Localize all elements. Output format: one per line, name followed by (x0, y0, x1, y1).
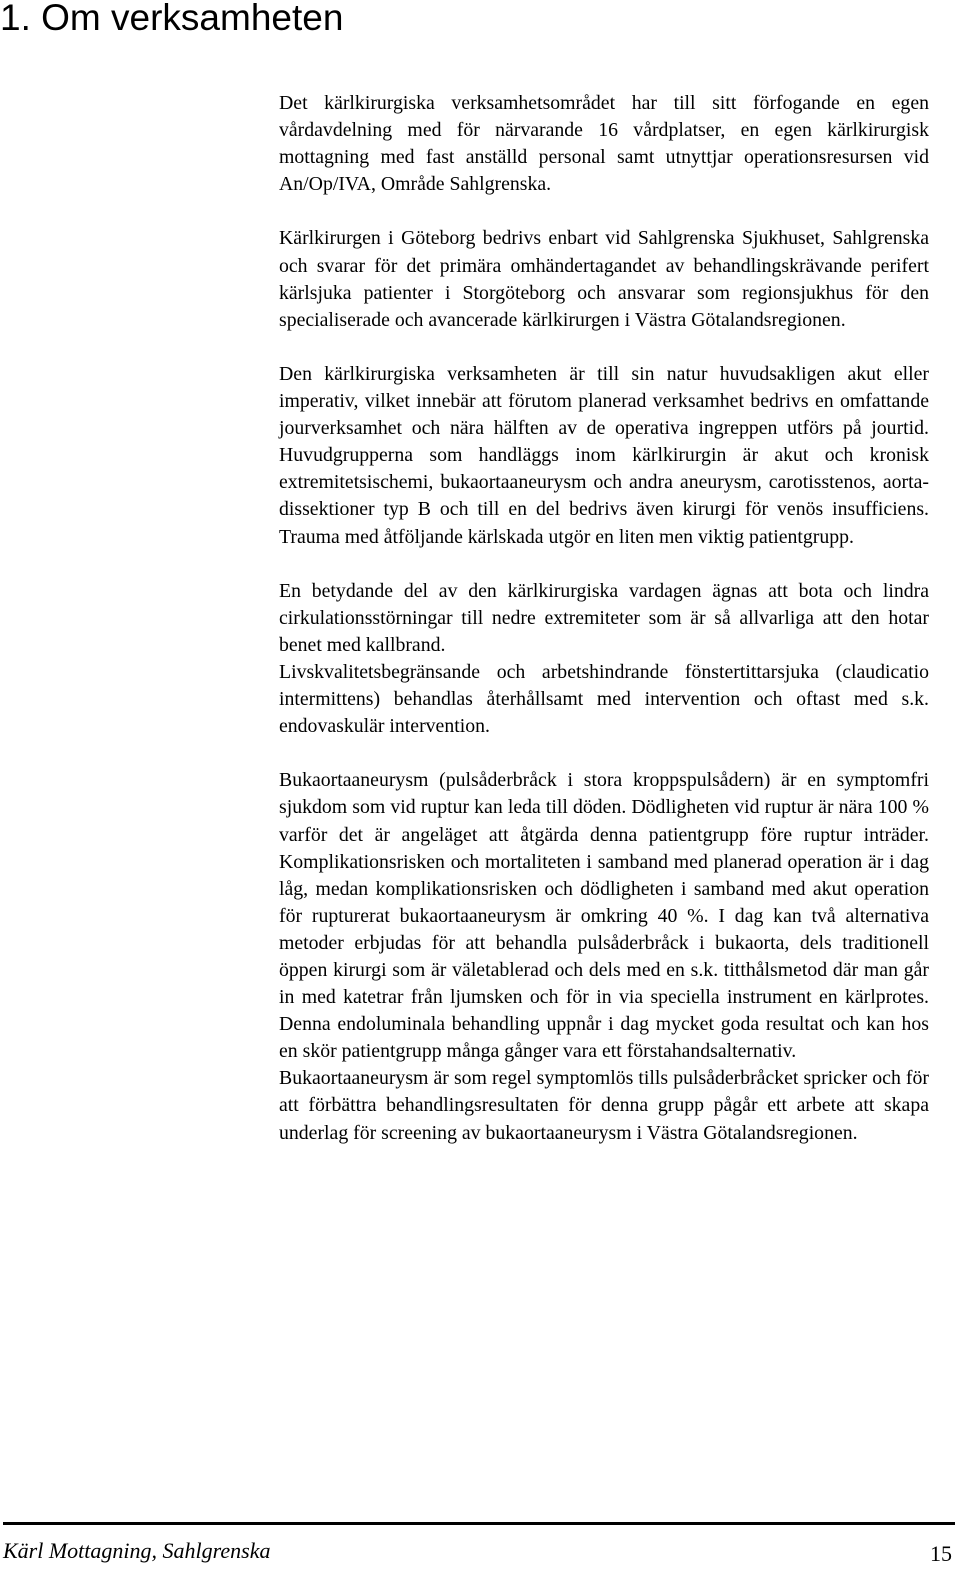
paragraph-vascular-surgery-gothenburg: Kärlkirurgen i Göteborg bedrivs enbart vid Sahlgrenska Sjukhuset, Sahlgrenska och svarar för det primära omhändertagandet av behandlingskrävande perifert kärlsjuka patienter i Storgöteborg och ansvarar som regionsjukhus för den specialiserade och avancerade kärlkirurgen i Västra Götalandsregionen. (279, 227, 929, 331)
body-text (279, 90, 929, 1174)
page-number: 15 (930, 1541, 952, 1566)
paragraph-acute-activity: Den kärlkirurgiska verksamheten är till sin natur huvudsakligen akut eller imperativ, vilket innebär att förutom planerad verksamhet bedrivs en omfattande jourverksamhet och nära hälften av de operativa ingreppen utförs på jourtid. Huvudgrupperna som handläggs inom kärlkirurgin är akut och kronisk extremitetsischemi, bukaortaaneurysm och andra aneurysm, carotisstenos, aortadissektioner typ B och till en del bedrivs även kirurgi för venös insufficiens. Trauma med åtföljande kärlskada utgör en liten men viktig patientgrupp. (279, 362, 929, 548)
paragraph-claudication: Livskvalitetsbegränsande och arbetshindrande fönstertittarsjuka (claudicatio intermittens) behandlas återhållsamt med intervention och oftast med s.k. endovaskulär intervention. (279, 660, 929, 738)
footer-title: Kärl Mottagning, Sahlgrenska (3, 1538, 271, 1563)
paragraph-department-resources: Det kärlkirurgiska verksamhetsområdet har till sitt förfogande en egen vårdavdelning med för närvarande 16 vårdplatser, en egen kärlkirurgisk mottagning med fast anställd personal samt utnyttjar operationsresursen vid An/Op/IVA, Område Sahlgrenska. (279, 92, 929, 196)
page-title: 1. Om verksamheten (0, 0, 344, 38)
paragraph-circulation-disorders: En betydande del av den kärlkirurgiska vardagen ägnas att bota och lindra cirkulationsstörningar till nedre extremiteter som är så allvarliga att den hotar benet med kallbrand. (279, 579, 929, 656)
paragraph-aortic-aneurysm: Bukaortaaneurysm (pulsåderbråck i stora kroppspulsådern) är en symptomfri sjukdom som vid ruptur kan leda till döden. Dödligheten vid ruptur är nära 100 % varför det är angeläget att åtgärda denna patientgrupp före ruptur inträder. Komplikationsrisken och mortaliteten i samband med planerad operation är i dag låg, medan komplikationsrisken och dödligheten i samband med akut operation för rupturerat bukaortaaneurysm är omkring 40 %. I dag kan två alternativa metoder erbjudas för att behandla pulsåderbråck i bukaorta, dels traditionell öppen kirurgi som är väletablerad och dels med en s.k. titthålsmetod där man går in med katetrar från ljumsken och för in via speciella instrument en kärlprotes. Denna endoluminala behandling uppnår i dag mycket goda resultat och kan hos en skör patientgrupp många gånger vara ett förstahandsalternativ. (279, 769, 929, 1063)
paragraph-screening: Bukaortaaneurysm är som regel symptomlös tills pulsåderbråcket spricker och för att förbättra behandlingsresultaten för denna grupp pågår ett arbete att skapa underlag för screening av bukaortaaneurysm i Västra Götalandsregionen. (279, 1067, 929, 1144)
footer-divider (3, 1522, 955, 1525)
